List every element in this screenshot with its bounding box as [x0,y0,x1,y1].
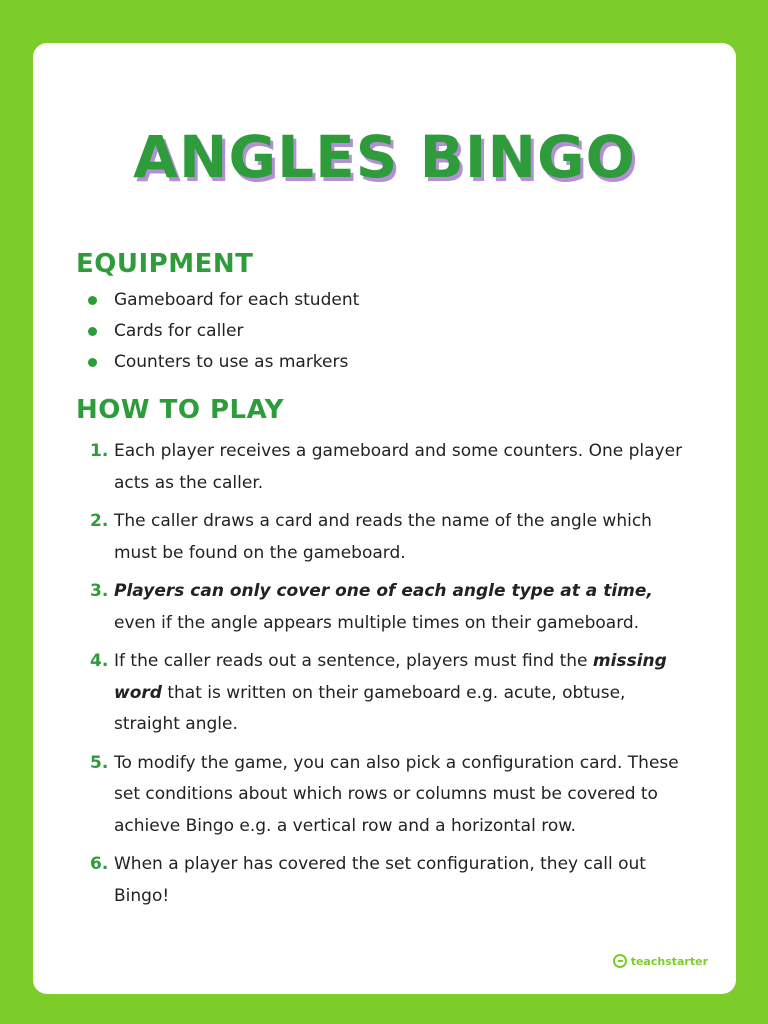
how-to-play-heading: HOW TO PLAY [76,395,285,425]
list-item [76,316,359,347]
step-3 [76,576,696,639]
step-text: that is written on their gameboard e.g. acute, obtuse, straight angle. [114,682,626,734]
step-emphasis: Players can only cover one of each angle type at a time, [114,581,653,601]
list-item [76,347,359,378]
equipment-heading: EQUIPMENT [76,249,254,279]
step-number: 4. [90,651,109,671]
teachstarter-logo-icon [613,954,627,968]
step-number: 3. [90,581,109,601]
step-number: 2. [90,511,109,531]
bullet-icon [88,327,97,336]
equipment-list [76,285,359,378]
bullet-icon [88,358,97,367]
list-item [76,285,359,316]
step-text: even if the angle appears multiple times on their gameboard. [114,612,640,633]
step-number: 6. [90,854,109,874]
bullet-icon [88,296,97,305]
step-text: Each player receives a gameboard and some counters. One player acts as the caller. [114,441,683,493]
instruction-card [33,43,736,994]
step-2 [76,506,696,569]
step-text: To modify the game, you can also pick a configuration card. These set conditions about which rows or columns must be covered to achieve Bingo e.g. a vertical row and a horizontal row. [114,752,679,836]
step-number: 5. [90,752,109,773]
step-6 [76,849,696,912]
step-text: When a player has covered the set configuration, they call out Bingo! [114,854,646,906]
step-1 [76,436,696,499]
page-title: ANGLES BINGO [133,123,636,191]
step-4 [76,646,696,741]
how-to-play-steps [76,436,696,919]
teachstarter-logo [613,954,708,968]
step-number: 1. [90,441,109,461]
logo-text: teachstarter [630,954,708,968]
list-item-label: Cards for caller [114,321,244,341]
list-item-label: Counters to use as markers [114,352,349,372]
step-text: The caller draws a card and reads the name of the angle which must be found on the gameboard. [114,511,652,563]
step-5 [76,748,696,843]
step-text: If the caller reads out a sentence, players must find the [114,651,593,671]
list-item-label: Gameboard for each student [114,290,360,310]
step-emphasis: missing word [114,651,667,703]
